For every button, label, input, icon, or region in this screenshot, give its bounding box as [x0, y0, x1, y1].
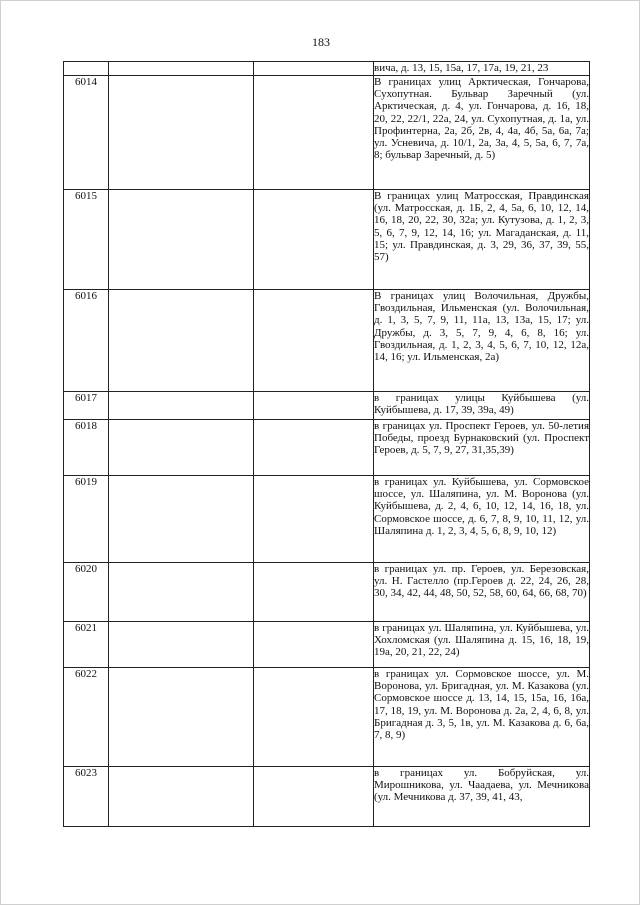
empty-cell — [254, 76, 374, 190]
empty-cell — [254, 62, 374, 76]
empty-cell — [109, 767, 254, 827]
empty-cell — [109, 622, 254, 668]
page-number: 183 — [312, 35, 330, 49]
table-row — [64, 76, 590, 190]
table-row — [64, 190, 590, 290]
empty-cell — [109, 563, 254, 622]
empty-cell — [109, 668, 254, 767]
table-row — [64, 62, 590, 76]
table-row — [64, 767, 590, 827]
empty-cell — [109, 476, 254, 563]
precinct-boundaries: в границах ул. Сормовское шоссе, ул. М. Воронова, ул. Бригадная, ул. М. Казакова (ул. Сормовское шоссе д. 13, 14, 15, 15а, 16, 16а, 17, 18, 19, ул. М. Воронова д. 2а, 2, 4, 6, 8, ул. Бригадная д. 3, 5, 1в, ул. М. Казакова д. 6, 6а, 7, 8, 9) — [374, 668, 590, 767]
precinct-number: 6022 — [64, 668, 109, 767]
table-row — [64, 563, 590, 622]
empty-cell — [254, 668, 374, 767]
table-row — [64, 476, 590, 563]
precinct-boundaries: В границах улиц Арктическая, Гончарова, Сухопутная. Бульвар Заречный (ул. Арктическая, д. 4, ул. Гончарова, д. 16, 18, 20, 22, 22/1, 22а, 24, ул. Сухопутная, д. 1а, ул. Профинтерна, 2а, 2б, 2в, 4, 4а, 4б, 5а, 6а, 7а; ул. Усневича, д. 10/1, 2а, 3а, 4, 5, 5а, 6, 7, 7а, 8; бульвар Заречный, д. 5) — [374, 76, 590, 190]
empty-cell — [109, 420, 254, 476]
precinct-number: 6017 — [64, 392, 109, 420]
registry-table — [63, 61, 590, 827]
table-row — [64, 290, 590, 392]
empty-cell — [109, 190, 254, 290]
precinct-boundaries: в границах ул. Куйбышева, ул. Сормовское шоссе, ул. Шаляпина, ул. М. Воронова (ул. Куйбышева, д. 2, 4, 6, 10, 12, 14, 16, 18, ул. Сормовское шоссе, д. 6, 7, 8, 9, 10, 11, 12, ул. Шаляпина д. 1, 2, 3, 4, 5, 6, 8, 9, 10, 12) — [374, 476, 590, 563]
table-row — [64, 668, 590, 767]
empty-cell — [254, 476, 374, 563]
precinct-number — [64, 62, 109, 76]
precinct-number: 6021 — [64, 622, 109, 668]
empty-cell — [254, 767, 374, 827]
empty-cell — [109, 76, 254, 190]
empty-cell — [109, 290, 254, 392]
precinct-number: 6015 — [64, 190, 109, 290]
empty-cell — [254, 622, 374, 668]
empty-cell — [254, 420, 374, 476]
table-row — [64, 622, 590, 668]
precinct-number: 6019 — [64, 476, 109, 563]
empty-cell — [254, 392, 374, 420]
precinct-number: 6014 — [64, 76, 109, 190]
precinct-number: 6020 — [64, 563, 109, 622]
empty-cell — [254, 563, 374, 622]
table-row — [64, 392, 590, 420]
empty-cell — [254, 290, 374, 392]
precinct-boundaries: в границах ул. Проспект Героев, ул. 50-летия Победы, проезд Бурнаковский (ул. Проспект Героев, д. 5, 7, 9, 27, 31,35,39) — [374, 420, 590, 476]
registry-table-body — [64, 62, 590, 827]
table-row — [64, 420, 590, 476]
precinct-boundaries: в границах ул. Бобруйская, ул. Мирошникова, ул. Чаадаева, ул. Мечникова (ул. Мечникова д. 37, 39, 41, 43, — [374, 767, 590, 827]
precinct-number: 6016 — [64, 290, 109, 392]
precinct-boundaries: вича, д. 13, 15, 15а, 17, 17а, 19, 21, 23 — [374, 62, 590, 76]
precinct-number: 6018 — [64, 420, 109, 476]
precinct-boundaries: В границах улиц Матросская, Правдинская (ул. Матросская, д. 1Б, 2, 4, 5а, 6, 10, 12, 14, 16, 18, 20, 22, 30, 32а; ул. Кутузова, д. 1, 2, 3, 5, 6, 7, 9, 12, 14, 16; ул. Магаданская, д. 11, 15; ул. Правдинская, д. 3, 29, 36, 37, 39, 55, 57) — [374, 190, 590, 290]
empty-cell — [109, 392, 254, 420]
precinct-number: 6023 — [64, 767, 109, 827]
precinct-boundaries: в границах ул. пр. Героев, ул. Березовская, ул. Н. Гастелло (пр.Героев д. 22, 24, 26, 28, 30, 34, 42, 44, 48, 50, 52, 58, 60, 64, 66, 68, 70) — [374, 563, 590, 622]
empty-cell — [254, 190, 374, 290]
empty-cell — [109, 62, 254, 76]
precinct-boundaries: в границах ул. Шаляпина, ул. Куйбышева, ул. Хохломская (ул. Шаляпина д. 15, 16, 18, 19, 19а, 20, 21, 22, 24) — [374, 622, 590, 668]
precinct-boundaries: В границах улиц Волочильная, Дружбы, Гвоздильная, Ильменская (ул. Волочильная, д. 1, 3, 5, 7, 9, 11, 11а, 13, 13а, 15, 17; ул. Дружбы, д. 3, 5, 7, 9, 4, 6, 8, 16; ул. Гвоздильная, д. 1, 2, 3, 4, 5, 6, 7, 10, 12, 12а, 14, 16; ул. Ильменская, 2а) — [374, 290, 590, 392]
precinct-boundaries: в границах улицы Куйбышева (ул. Куйбышева, д. 17, 39, 39а, 49) — [374, 392, 590, 420]
